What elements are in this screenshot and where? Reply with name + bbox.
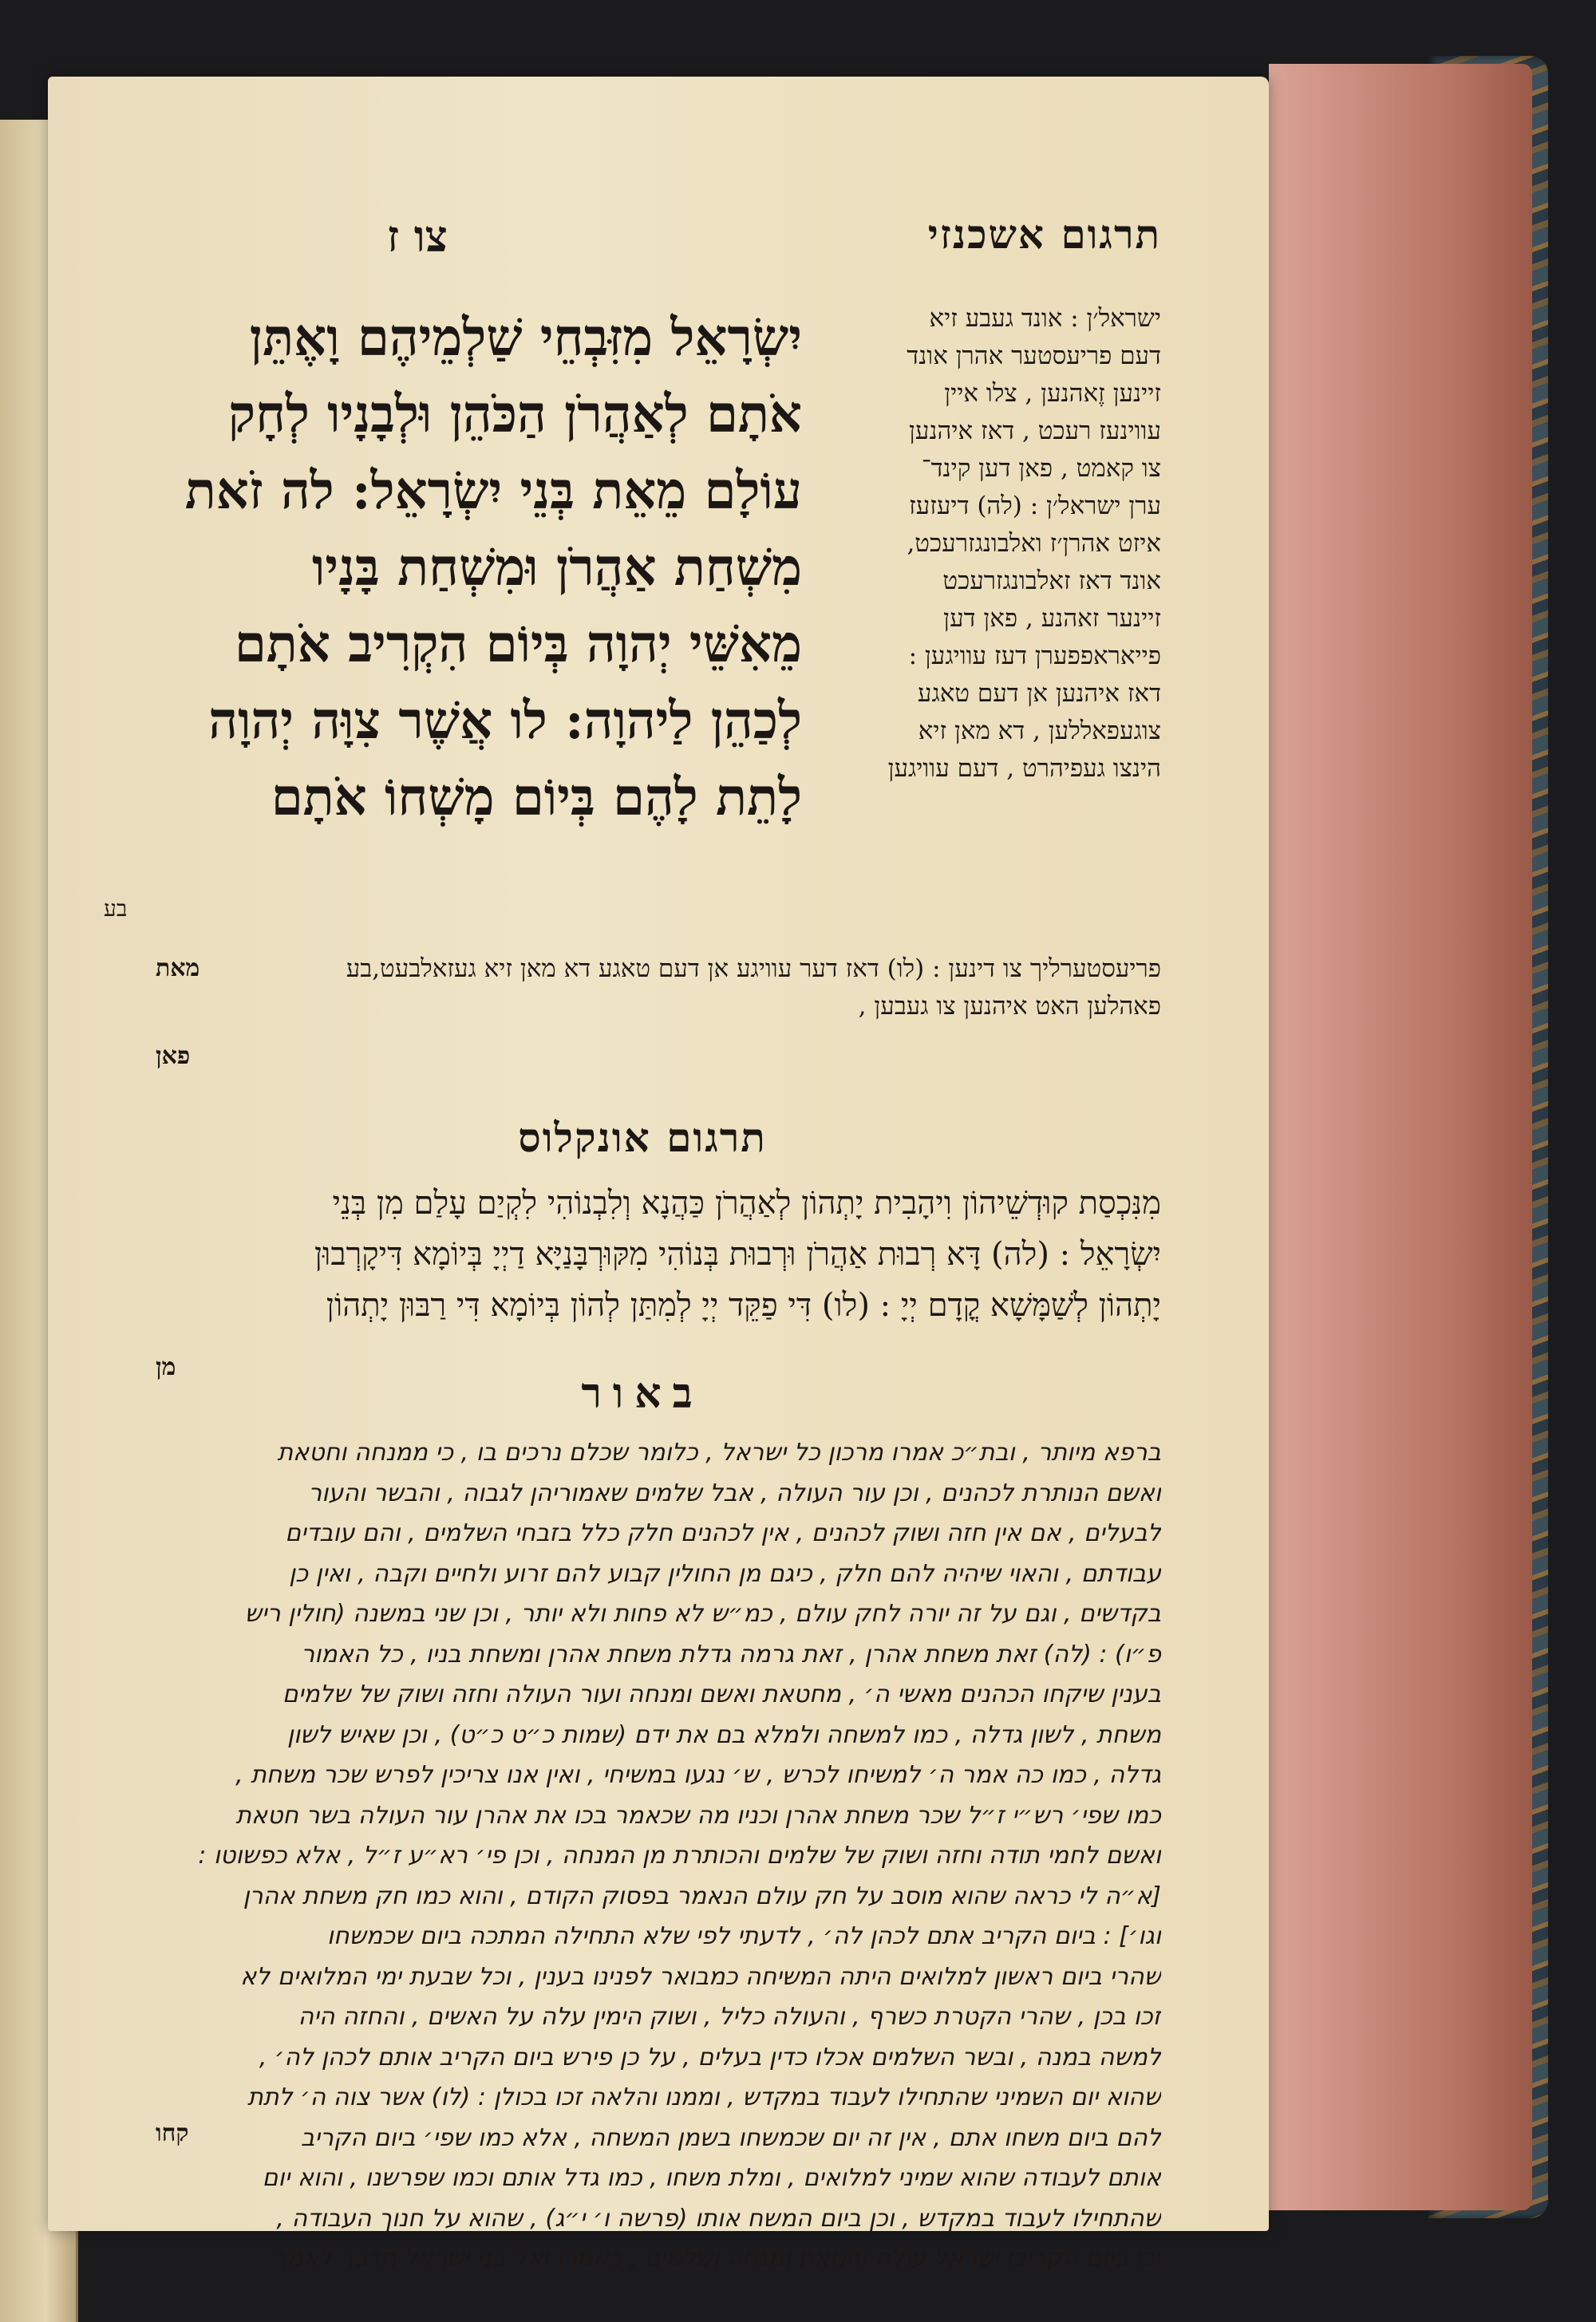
biur-body	[124, 1433, 1161, 2280]
verse-line: עוֹלָם מֵאֵת בְּנֵי יִשְׂרָאֵל: לה זֹאת	[184, 461, 802, 521]
verse-line: מֵאִשֵּׁי יְהוָה בְּיוֹם הִקְרִיב אֹתָם	[234, 614, 802, 674]
book-page	[48, 77, 1269, 2273]
biur-line: ואשם הנותרת לכהנים , וכן עור העולה , אבל שלמים שאמוריהן לגבוה , והבשר והעור	[308, 1479, 1161, 1507]
translation-line: עווינעז רעכט , דאז איהנען	[909, 417, 1161, 445]
translation-line: אונד דאז זאלבונגזרעכט	[942, 567, 1161, 595]
biur-line: אותם לעבודה שהוא שמיני למלואים , ומלת משחו , כמו גדל אותם וכמו שפרשנו , והוא יום	[262, 2164, 1161, 2192]
verse-line: לָתֵת לָהֶם בְּיוֹם מָשְׁחוֹ אֹתָם	[271, 768, 802, 827]
verse-line: מִשְׁחַת אַהֲרֹן וּמִשְׁחַת בָּנָיו	[312, 538, 802, 598]
biur-title: באור	[581, 1369, 704, 1418]
biur-line: וכו ביום הקריבו ישראל עולה וחטאת ומנחה ושלמים , כאמרו ואל בני ישראל תדבר לאמר	[273, 2245, 1161, 2273]
running-head: תרגום אשכנזי	[927, 211, 1161, 258]
translation-column	[818, 300, 1161, 954]
translation-line: הינצו געפיהרט , דעם עוויגען	[887, 754, 1161, 783]
biur-line: לבעלים , אם אין חזה ושוק לכהנים , אין לכהנים חלק כלל בזבחי השלמים , והם עובדים	[285, 1519, 1161, 1547]
translation-tail-line: פריעסטערליך צו דינען : (לו) דאז דער עוויגע אן דעם טאגע דא מאן זיא געזאלבעט,בע	[346, 954, 1161, 983]
verse-text-block	[124, 300, 802, 938]
biur-line: שהוא יום השמיני שהתחילו לעבוד במקדש , וממנו והלאה זכו בכולן : (לו) אשר צוה ה׳ לתת	[247, 2083, 1161, 2111]
onkelos-line: יָתְהוֹן לְשַׁמָּשָׁא קֳדָם יְיָ : (לו) דִּי פַקֵּד יְיָ לְמִתַּן לְהוֹן בְּיוֹמָא דִּי רַבּוּן יָתְהוֹן	[326, 1287, 1161, 1324]
verse-line: לְכַהֵן לַיהוָה: לו אֲשֶׁר צִוָּה יְהוָה	[208, 691, 802, 751]
translation-tail-line: פאהלען האט איהנען צו געבען ,	[858, 992, 1161, 1021]
biur-line: בקדשים , וגם על זה יורה לחק עולם , כמ״ש לא פחות ולא יותר , וכן שני במשנה (חולין ריש	[244, 1600, 1161, 1628]
biur-line: בענין שיקחו הכהנים מאשי ה׳ , מחטאת ואשם ומנחה ועור העולה וחזה ושוק של שלמים	[282, 1680, 1161, 1708]
verse-line: יִשְׂרָאֵל מִזִּבְחֵי שַׁלְמֵיהֶם וָאֶתֵּן	[249, 308, 802, 368]
translation-line: צו קאמט , פאן דען קינד־	[921, 454, 1161, 483]
translation-catchword: פאן	[156, 1042, 191, 1070]
translation-line: זיינען זֶאהנען , צלו איין	[944, 379, 1161, 408]
translation-line: זיינער זאהנע , פאן דען	[943, 604, 1161, 633]
margin-note: בע	[104, 895, 128, 922]
onkelos-body	[124, 1178, 1161, 1331]
biur-catchword: קחו	[156, 2119, 189, 2147]
biur-line: להם ביום משחו אתם , אין זה יום שכמשחו בשמן המשחה , אלא כמו שפי׳ ביום הקריב	[301, 2123, 1161, 2152]
page-text-area	[124, 204, 1161, 2273]
translation-line: ישראל׳ן : אונד געבע זיא	[929, 304, 1161, 333]
translation-line: פייאראפפערן דעז עוויגען :	[908, 642, 1161, 670]
biur-line: שהתחילו לעבוד במקדש , וכן ביום המשח אותו (פרשה ו׳ י״ג) , שהוא על חנוך העבודה ,	[276, 2204, 1161, 2233]
biur-line: שהרי ביום ראשון למלואים היתה המשיחה כמבואר לפנינו בענין , וכל שבעת ימי המלואים לא	[240, 1962, 1161, 1991]
translation-line: דעם פריעסטער אהרן אונד	[907, 342, 1161, 370]
biur-line: גדלה , כמו כה אמר ה׳ למשיחו לכרש , ש׳ נגעו במשיחי , ואין אנו צריכין לפרש שכר משחת ,	[235, 1761, 1161, 1789]
translation-line: דאז איהנען אן דעם טאגע	[917, 679, 1161, 708]
translation-line: צוגעפאללען , דא מאן זיא	[918, 717, 1161, 745]
biur-line: ברפא מיותר , ובת״כ אמרו מרכון כל ישראל , כלומר שכלם נרכים בו , כי ממנחה וחטאת	[277, 1439, 1161, 1467]
page-block-edge	[1269, 64, 1532, 2210]
biur-line: וגו׳] : ביום הקריב אתם לכהן לה׳ , לדעתי לפי שלא התחילה המתכה ביום שכמשחו	[326, 1922, 1161, 1950]
biur-line: ואשם לחמי תודה וחזה ושוק של שלמים והכותרת מן המנחה , וכן פי׳ רא״ע ז״ל , אלא כפשוטו :	[198, 1842, 1161, 1870]
biur-line: למשה במנה , ובשר השלמים אכלו כדין בעלים , על כן פירש ביום הקריב אותם לכהן לה׳ ,	[259, 2043, 1161, 2071]
biur-line: [א״ה לי כראה שהוא מוסב על חק עולם הנאמר בפסוק הקודם , והוא כמו חק משחת אהרן	[243, 1882, 1161, 1910]
translation-tail	[124, 950, 1161, 1025]
biur-line: פ״ו) : (לה) זאת משחת אהרן , זאת גרמה גדלת משחת אהרן ומשחת בניו , כל האמור	[301, 1640, 1161, 1668]
onkelos-line: מִנִּכְסַת קוּדְשֵׁיהוֹן וִיהָבִית יָתְהוֹן לְאַהֲרֹן כַּהֲנָא וְלִבְנוֹהִי לִקְיַם עָלַם מִן בְּנֵי	[332, 1185, 1161, 1222]
page-label: צו ז	[387, 211, 448, 262]
translation-line: ערן ישראל׳ן : (לה) דיעזעז	[909, 492, 1161, 520]
biur-line: כמו שפי׳ רש״י ז״ל שכר משחת אהרן וכניו מה שכאמר בכו את אהרן עור העולה בשר חטאת	[235, 1801, 1161, 1830]
onkelos-title: תרגום אונקלוס	[518, 1114, 767, 1161]
onkelos-line: יִשְׂרָאֵל : (לה) דָּא רְבוּת אַהֲרֹן וּרְבוּת בְּנוֹהִי מִקּוּרְבָּנַיָּא דַיְיָ בְּיוֹמָא דִּיקָרְבוּן	[314, 1236, 1161, 1273]
verse-catchword: מאת	[156, 954, 200, 982]
biur-line: עבודתם , והאוי שיהיה להם חלק , כיגם מן החולין קבוע להם זרוע ולחיים וקבה , ואין כן	[289, 1559, 1161, 1588]
translation-line: איזט אהרן׳ז ואלבונגזרעכט,	[907, 529, 1161, 558]
biur-line: זכו בכן , שהרי הקטרת כשרף , והעולה כליל , ושוק הימין עלה על האשים , והחזה היה	[298, 2003, 1161, 2031]
verse-line: אֹתָם לְאַהֲרֹן הַכֹּהֵן וּלְבָנָיו לְחָק	[227, 385, 802, 444]
onkelos-catchword: מן	[156, 1353, 176, 1381]
biur-line: משחת , לשון גדלה , כמו למשחה ולמלא בם את ידם (שמות כ״ט כ״ט) , וכן שאיש לשון	[286, 1720, 1161, 1749]
